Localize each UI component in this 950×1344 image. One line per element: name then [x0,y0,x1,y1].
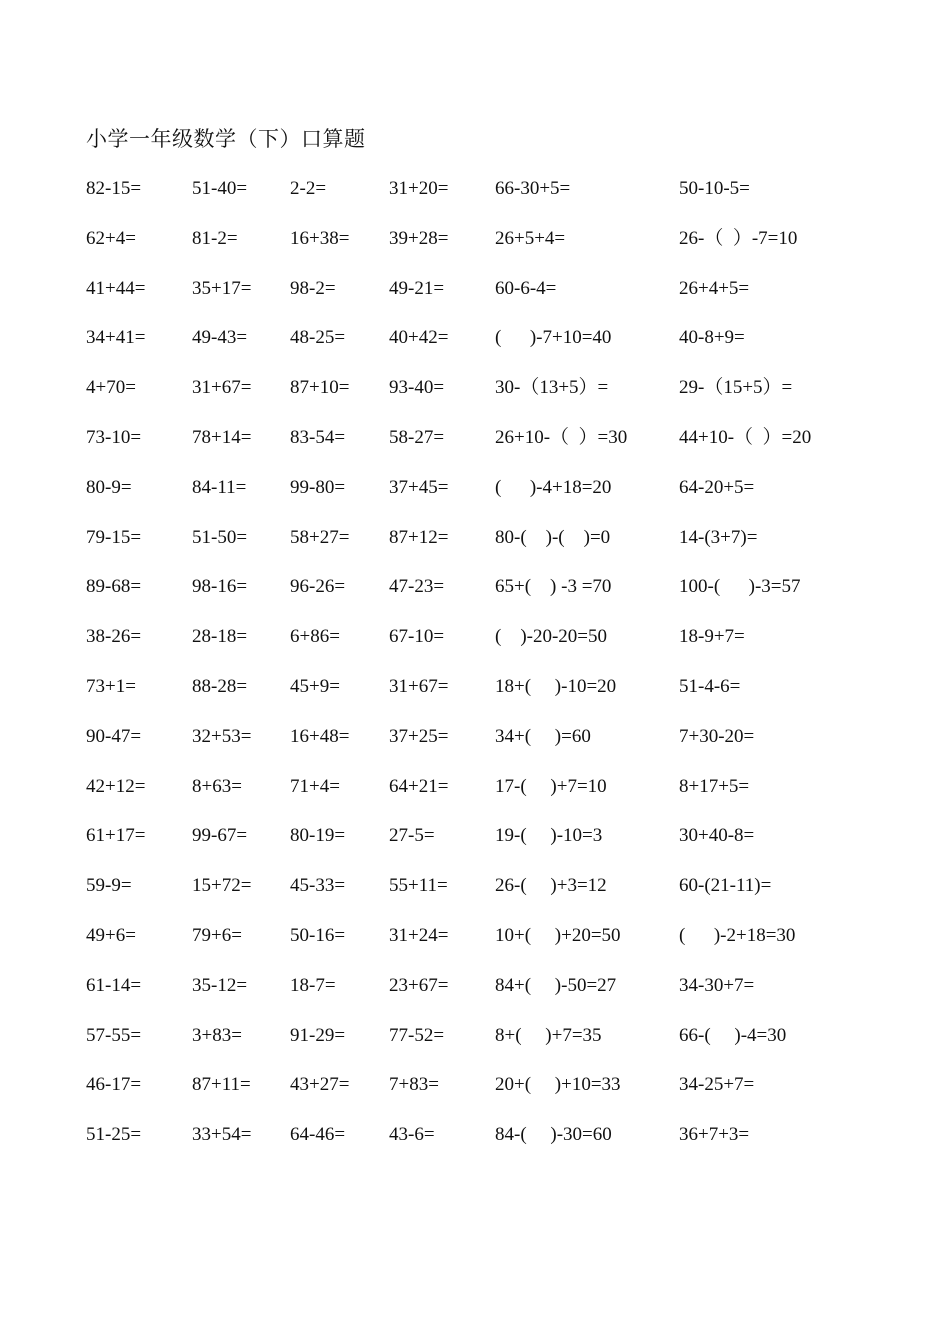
problem-item: 35-12= [192,974,248,996]
problem-item: 79+6= [192,924,242,946]
problem-item: 28-18= [192,626,248,648]
problem-item: 20+( )+10=33 [495,1074,621,1096]
problem-item: 81-2= [192,227,238,249]
problem-row [86,275,906,325]
problem-row [86,1022,906,1072]
problem-item: 58+27= [290,526,350,548]
problem-item: 35+17= [192,277,252,299]
problem-item: 49+6= [86,924,136,946]
problem-item: 44+10-（ ）=20 [679,426,812,448]
problem-item: ( )-4+18=20 [495,476,612,498]
problem-row [86,374,906,424]
problem-item: 89-68= [86,576,142,598]
problem-item: 47-23= [389,576,445,598]
problem-row [86,474,906,524]
problem-item: 34+41= [86,327,146,349]
problem-item: 73+1= [86,675,136,697]
problem-item: 51-4-6= [679,675,741,697]
problem-row [86,872,906,922]
problem-row [86,1071,906,1121]
problem-item: 49-21= [389,277,445,299]
problem-item: 8+17+5= [679,775,750,797]
problem-item: 33+54= [192,1124,252,1146]
problem-item: 45+9= [290,675,340,697]
problem-item: 2-2= [290,178,327,199]
problem-item: 8+63= [192,775,242,797]
problem-item: 66-30+5= [495,178,571,199]
problem-item: 18-7= [290,974,336,996]
problem-item: ( )-7+10=40 [495,327,612,349]
problem-item: 60-6-4= [495,277,557,299]
problem-item: 49-43= [192,327,248,349]
problem-item: 98-2= [290,277,336,299]
problem-item: 46-17= [86,1074,142,1096]
problem-item: 78+14= [192,426,252,448]
problem-item: 80-9= [86,476,132,498]
problem-item: 83-54= [290,426,346,448]
problem-item: 87+12= [389,526,449,548]
problem-item: 73-10= [86,426,142,448]
problem-item: 51-50= [192,526,248,548]
problem-row [86,723,906,773]
problem-item: 26+10-（ ）=30 [495,426,628,448]
problem-item: 31+24= [389,924,449,946]
problem-item: 26+5+4= [495,227,566,249]
problem-item: 36+7+3= [679,1124,750,1146]
problem-item: 37+45= [389,476,449,498]
problem-item: 80-19= [290,825,346,847]
problem-item: 26+4+5= [679,277,750,299]
problem-item: 3+83= [192,1024,242,1046]
problem-item: 32+53= [192,725,252,747]
problem-item: 65+( ) -3 =70 [495,576,612,598]
problem-item: 43+27= [290,1074,350,1096]
problem-item: 27-5= [389,825,435,847]
problem-item: 34+( )=60 [495,725,591,747]
problem-item: 40-8+9= [679,327,745,349]
problem-item: 42+12= [86,775,146,797]
problem-item: 50-10-5= [679,178,750,199]
problem-item: 98-16= [192,576,248,598]
problem-item: 26-（ ）-7=10 [679,227,798,249]
problem-row [86,623,906,673]
problem-item: 14-(3+7)= [679,526,758,548]
problem-item: 57-55= [86,1024,142,1046]
problem-row [86,922,906,972]
problem-item: 93-40= [389,377,445,399]
problem-item: 16+38= [290,227,350,249]
problem-item: 99-80= [290,476,346,498]
problem-row [86,175,906,225]
problem-item: 61+17= [86,825,146,847]
problem-row [86,773,906,823]
problem-item: 84+( )-50=27 [495,974,617,996]
problem-item: ( )-20-20=50 [495,626,608,648]
problem-row [86,225,906,275]
problem-row [86,524,906,574]
problem-item: 7+30-20= [679,725,755,747]
problem-item: 34-25+7= [679,1074,755,1096]
problem-item: 43-6= [389,1124,435,1146]
problem-item: 100-( )-3=57 [679,576,801,598]
problem-item: 7+83= [389,1074,439,1096]
problem-item: 60-(21-11)= [679,875,772,897]
problem-item: 71+4= [290,775,340,797]
problem-item: 99-67= [192,825,248,847]
problem-item: 31+67= [389,675,449,697]
problem-item: 8+( )+7=35 [495,1024,602,1046]
problem-item: 64-20+5= [679,476,755,498]
problem-row [86,822,906,872]
problem-item: 87+11= [192,1074,251,1096]
problem-item: 31+20= [389,178,449,199]
problem-item: 66-( )-4=30 [679,1024,787,1046]
problem-row [86,424,906,474]
problem-item: 96-26= [290,576,346,598]
problem-item: 50-16= [290,924,346,946]
problem-item: 6+86= [290,626,340,648]
problem-item: 26-( )+3=12 [495,875,607,897]
problem-item: 31+67= [192,377,252,399]
problem-item: 64+21= [389,775,449,797]
problem-item: 19-( )-10=3 [495,825,603,847]
problem-item: 67-10= [389,626,445,648]
problem-row [86,972,906,1022]
problem-item: 91-29= [290,1024,346,1046]
problem-item: 18+( )-10=20 [495,675,617,697]
problem-item: 90-47= [86,725,142,747]
problem-item: 48-25= [290,327,346,349]
problem-item: 29-（15+5）= [679,377,793,399]
problem-row [86,573,906,623]
problem-item: 34-30+7= [679,974,755,996]
problem-item: 18-9+7= [679,626,745,648]
problem-item: 51-25= [86,1124,142,1146]
problem-item: 30-（13+5）= [495,377,609,399]
problem-item: 58-27= [389,426,445,448]
problem-item: 4+70= [86,377,136,399]
problem-row [86,673,906,723]
problem-item: 37+25= [389,725,449,747]
problem-item: 39+28= [389,227,449,249]
problem-item: 79-15= [86,526,142,548]
problem-item: 88-28= [192,675,248,697]
problem-item: 17-( )+7=10 [495,775,607,797]
problem-item: 45-33= [290,875,346,897]
problem-item: 61-14= [86,974,142,996]
problem-item: 41+44= [86,277,146,299]
problem-row [86,324,906,374]
problem-item: 15+72= [192,875,252,897]
problem-grid [86,175,906,1171]
problem-item: 38-26= [86,626,142,648]
problem-item: 87+10= [290,377,350,399]
problem-item: 80-( )-( )=0 [495,526,611,548]
problem-item: 40+42= [389,327,449,349]
problem-item: 84-( )-30=60 [495,1124,612,1146]
problem-item: ( )-2+18=30 [679,924,796,946]
problem-item: 30+40-8= [679,825,755,847]
problem-item: 64-46= [290,1124,346,1146]
problem-item: 51-40= [192,178,248,199]
problem-item: 55+11= [389,875,448,897]
problem-item: 16+48= [290,725,350,747]
problem-item: 84-11= [192,476,247,498]
worksheet-title: 小学一年级数学（下）口算题 [86,127,366,151]
problem-item: 77-52= [389,1024,445,1046]
problem-item: 10+( )+20=50 [495,924,621,946]
problem-item: 59-9= [86,875,132,897]
problem-item: 82-15= [86,178,142,199]
problem-row [86,1121,906,1171]
problem-item: 23+67= [389,974,449,996]
problem-item: 62+4= [86,227,136,249]
